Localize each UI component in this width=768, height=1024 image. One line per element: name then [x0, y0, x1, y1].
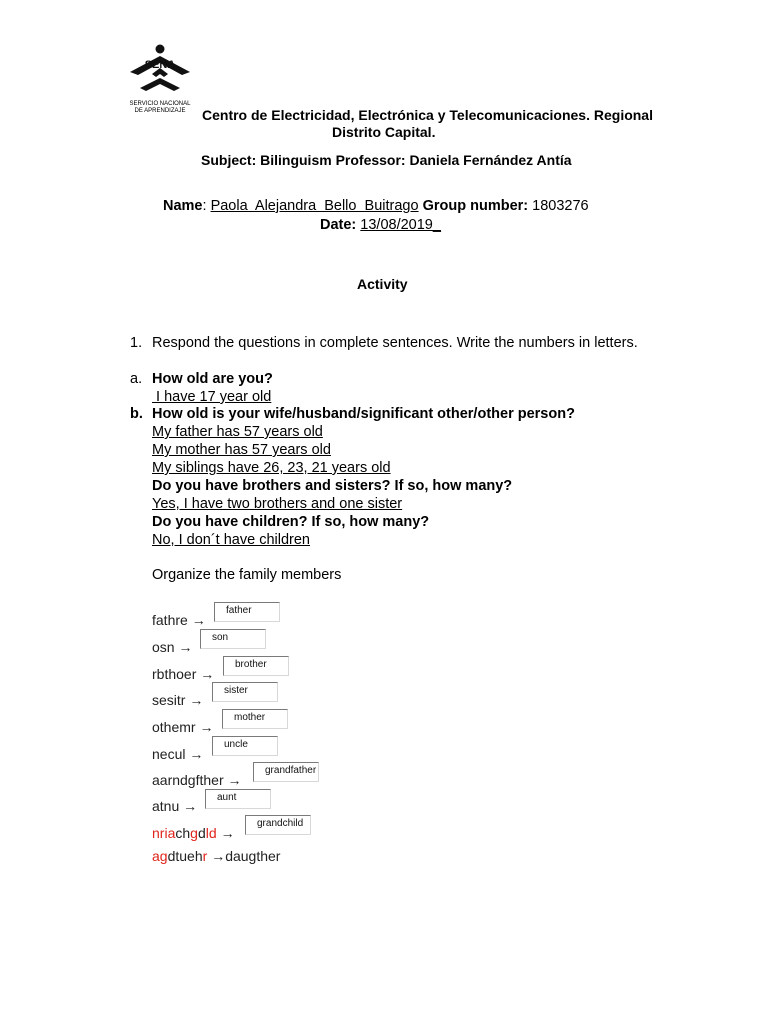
- scramble-letters: l: [205, 825, 209, 841]
- logo-line1: SERVICIO NACIONAL: [129, 101, 191, 107]
- sena-brand-text: SENA: [144, 59, 176, 71]
- answer-d: No, I don´t have children: [152, 532, 310, 548]
- scrambled-word: osn: [152, 639, 175, 655]
- logo-line2: DE APRENDIZAJE: [134, 108, 186, 114]
- scrambled-word: necul: [152, 746, 186, 762]
- subject-line: Subject: Bilinguism Professor: Daniela Fernández Antía: [201, 152, 572, 168]
- sena-logo-icon: [122, 44, 198, 100]
- name-value: Paola Alejandra Bello Buitrago: [210, 198, 419, 214]
- answer-c: Yes, I have two brothers and one sister: [152, 496, 403, 512]
- group-value: 1803276: [532, 198, 589, 214]
- answer-box[interactable]: [222, 709, 288, 729]
- scramble-row: [152, 825, 235, 841]
- organize-title: Organize the family members: [152, 567, 342, 583]
- scramble-letters: g: [190, 825, 198, 841]
- answer-box[interactable]: [223, 656, 289, 676]
- name-label: Name: [163, 198, 203, 214]
- question-a: How old are you?: [152, 371, 273, 387]
- answer-text: aunt: [217, 792, 237, 803]
- answer-box[interactable]: [245, 815, 311, 835]
- arrow-icon: →: [183, 798, 198, 814]
- arrow-icon: →: [178, 639, 193, 655]
- answer-box[interactable]: [205, 789, 271, 809]
- institution-line2: Distrito Capital.: [332, 124, 436, 140]
- date-value: 13/08/2019_: [360, 217, 441, 233]
- instruction-number: 1.: [130, 335, 143, 351]
- answer-box[interactable]: [253, 762, 319, 782]
- scramble-letters: dtueh: [167, 848, 203, 864]
- arrow-icon: →: [220, 825, 235, 841]
- sena-logo: [122, 44, 198, 122]
- answer-a: I have 17 year old: [152, 389, 272, 405]
- scrambled-word: atnu: [152, 798, 180, 814]
- name-line: Name: Paola Alejandra Bello Buitrago Group number: 1803276: [163, 198, 589, 214]
- scramble-letters: ch: [175, 825, 191, 841]
- question-b: How old is your wife/husband/significant other/other person?: [152, 406, 575, 422]
- answer-text: son: [212, 632, 229, 643]
- answer-text: father: [226, 605, 252, 616]
- scrambled-word: sesitr: [152, 692, 186, 708]
- instruction-text: Respond the questions in complete sentences. Write the numbers in letters.: [152, 335, 638, 351]
- scramble-letters: ria: [159, 825, 176, 841]
- scramble-letters: r: [202, 848, 208, 864]
- activity-title: Activity: [357, 276, 408, 292]
- arrow-icon: →: [200, 666, 215, 682]
- answer-text: grandchild: [257, 818, 304, 829]
- scramble-row: [152, 666, 214, 682]
- answer-box[interactable]: [200, 629, 266, 649]
- answer-text: brother: [235, 659, 267, 670]
- arrow-icon: →: [199, 719, 214, 735]
- group-label: Group number:: [422, 198, 529, 214]
- scramble-row: [152, 848, 280, 864]
- scrambled-word: fathre: [152, 612, 188, 628]
- answer-box[interactable]: [212, 736, 278, 756]
- question-c: Do you have brothers and sisters? If so, how many?: [152, 478, 513, 494]
- scramble-letters: ag: [152, 848, 168, 864]
- answer-b2: My mother has 57 years old: [152, 442, 331, 458]
- arrow-icon: →: [189, 746, 204, 762]
- answer-text: grandfather: [265, 765, 317, 776]
- answer-b3: My siblings have 26, 23, 21 years old: [152, 460, 391, 476]
- answer-box[interactable]: [214, 602, 280, 622]
- question-a-marker: a.: [130, 371, 143, 387]
- date-label: Date:: [320, 217, 357, 233]
- arrow-icon: →: [191, 612, 206, 628]
- scramble-row: [152, 746, 203, 762]
- scramble-row: [152, 772, 242, 788]
- date-line: [320, 217, 441, 233]
- scramble-letters: d: [197, 825, 206, 841]
- answer-text: uncle: [224, 739, 248, 750]
- scrambled-word: othemr: [152, 719, 196, 735]
- scramble-row: [152, 639, 192, 655]
- answer-text: sister: [224, 685, 248, 696]
- scramble-letters: n: [152, 825, 160, 841]
- institution-line1: Centro de Electricidad, Electrónica y Telecomunicaciones. Regional: [202, 107, 653, 123]
- scramble-row: [152, 719, 213, 735]
- scrambled-word: aarndgfther: [152, 772, 224, 788]
- answer-b1: My father has 57 years old: [152, 424, 323, 440]
- answer-box[interactable]: [212, 682, 278, 702]
- question-b-marker: b.: [130, 406, 143, 422]
- arrow-icon: →: [227, 772, 242, 788]
- scramble-row: [152, 692, 203, 708]
- answer-text: daugther: [225, 848, 281, 864]
- question-d: Do you have children? If so, how many?: [152, 514, 430, 530]
- arrow-icon: →: [211, 848, 226, 864]
- scramble-letters: d: [208, 825, 217, 841]
- arrow-icon: →: [189, 692, 204, 708]
- scramble-row: [152, 612, 206, 628]
- scrambled-word: rbthoer: [152, 666, 197, 682]
- scramble-row: [152, 798, 197, 814]
- answer-text: mother: [234, 712, 266, 723]
